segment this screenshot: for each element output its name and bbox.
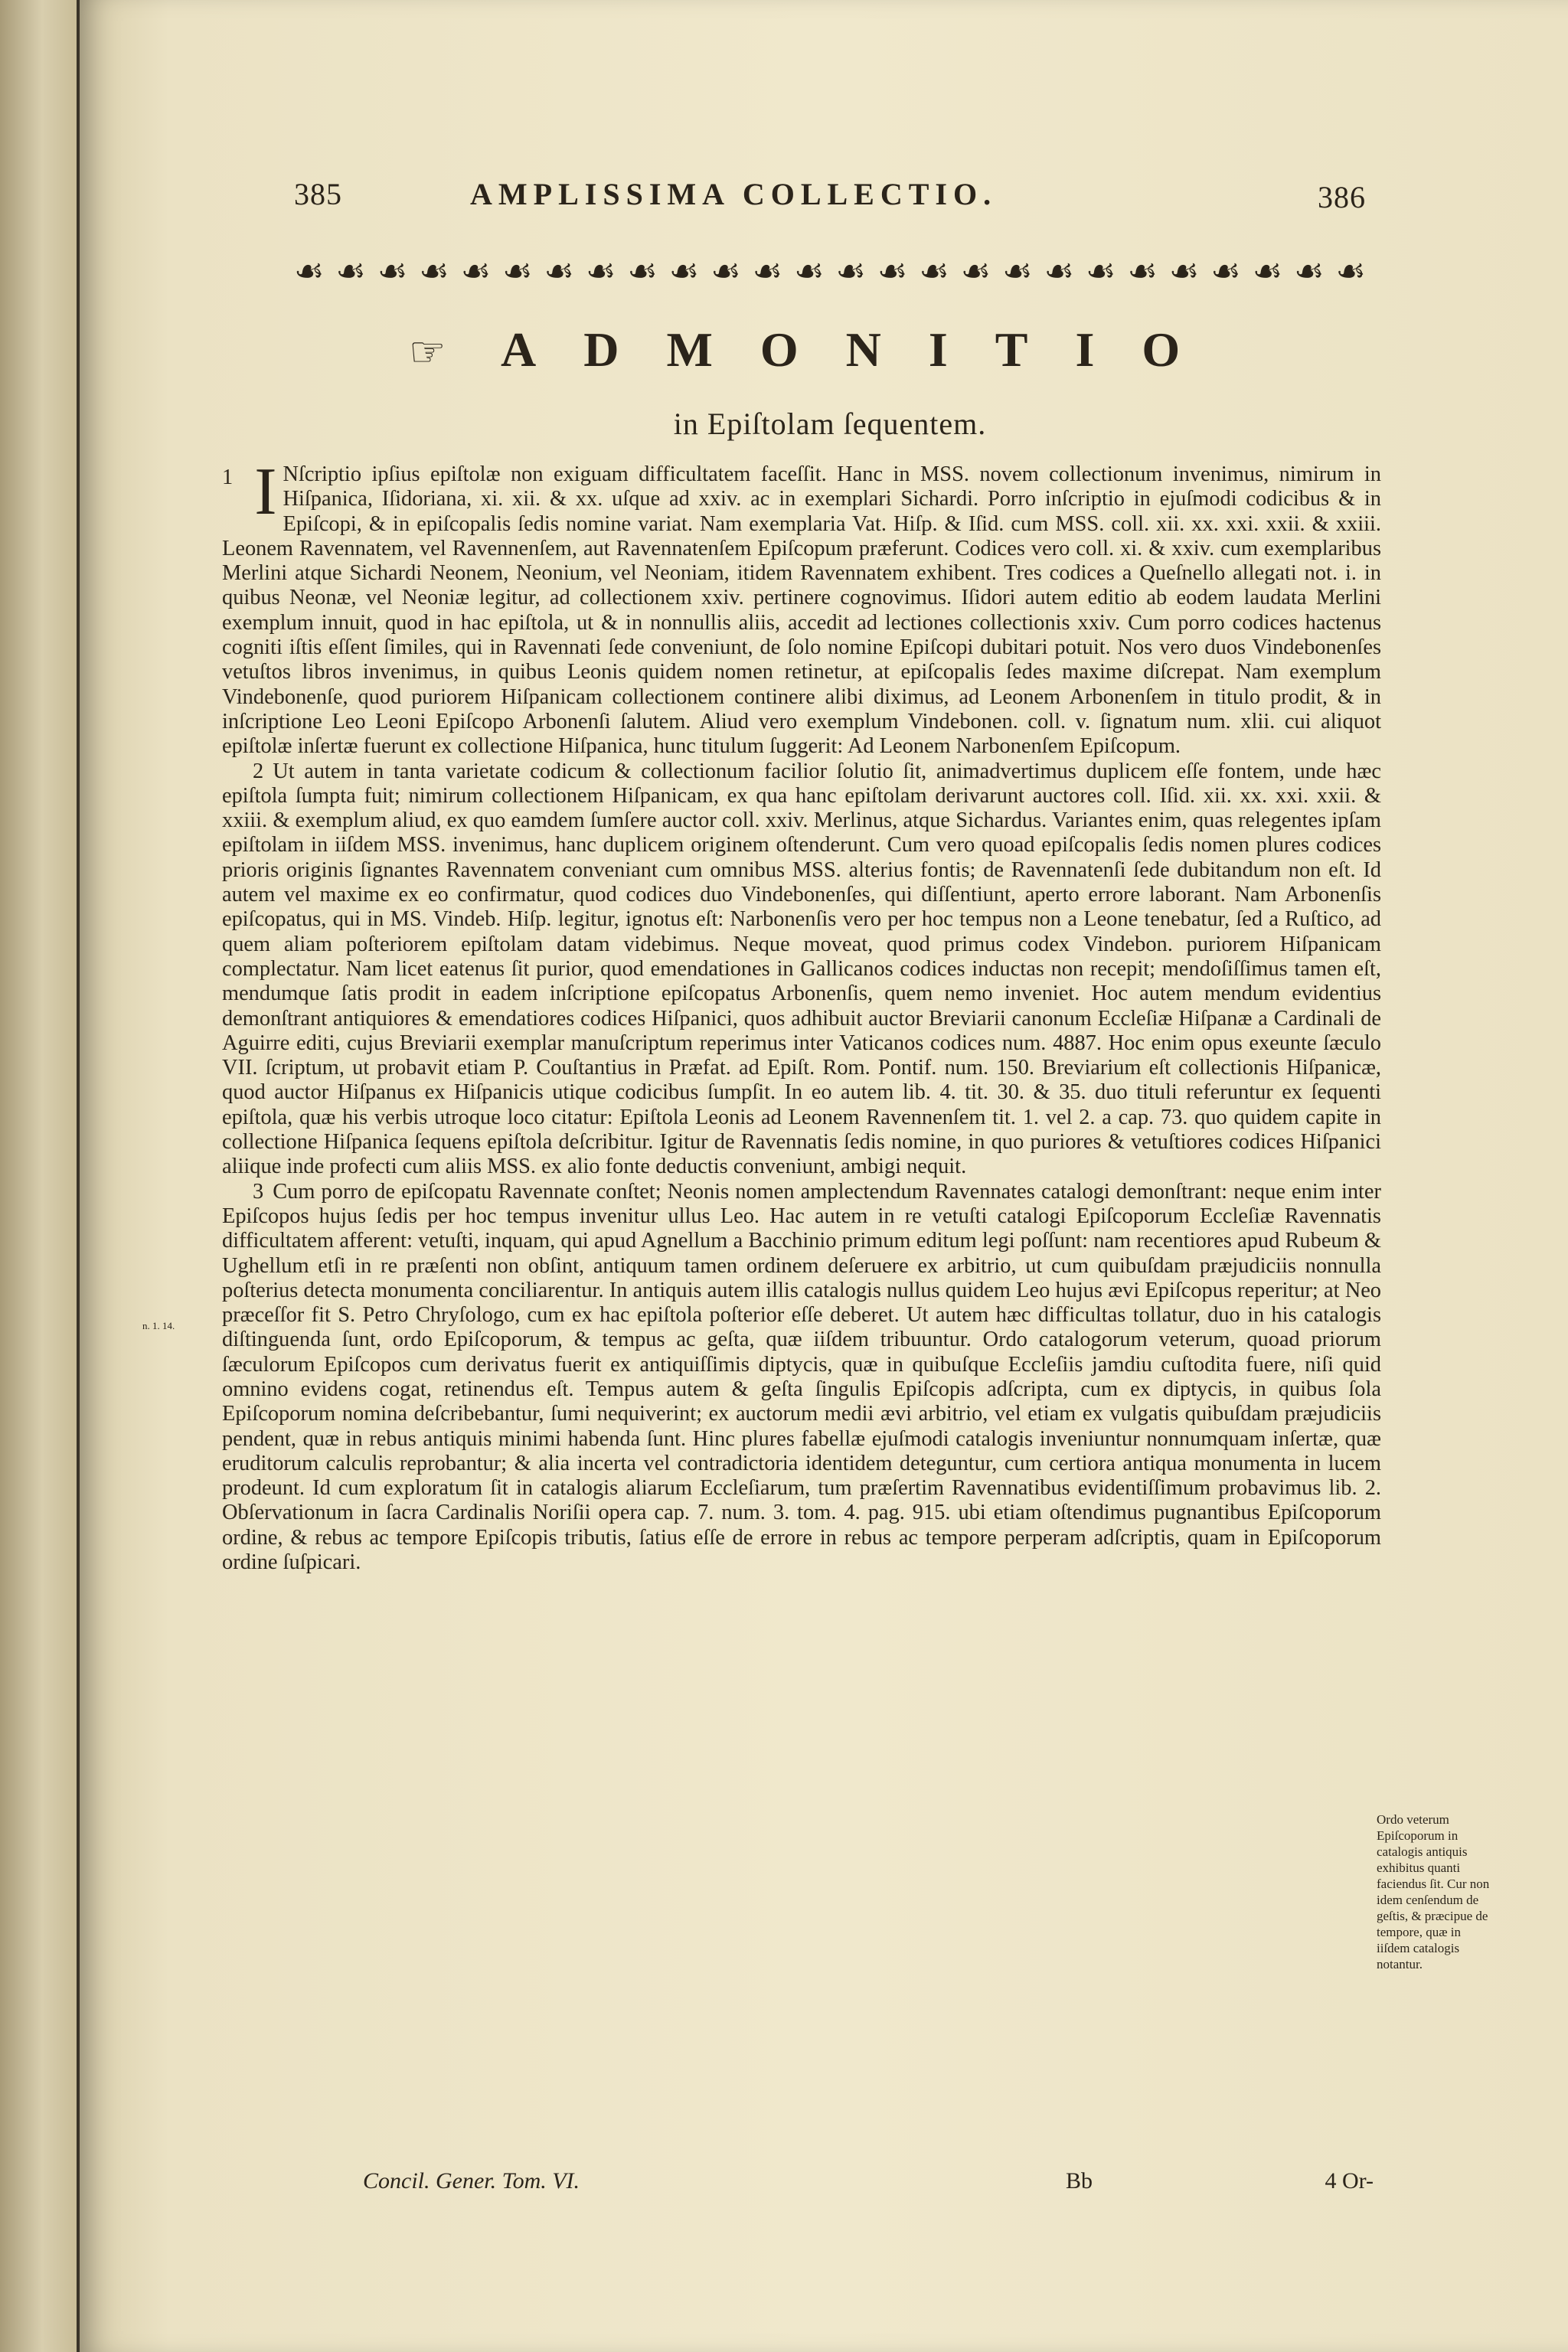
paragraph-number: 3 xyxy=(253,1179,264,1204)
drop-cap: I xyxy=(254,455,277,529)
fleuron-ornament-icon: ☙ xyxy=(335,253,366,290)
paragraph-text: Nſcriptio ipſius epiſtolæ non exiguam difficultatem faceſſit. Hanc in MSS. novem collectionum invenimus, nimirum in Hiſpanica, Iſidoriana, xi. xii. & xx. uſque ad xxiv. ac in exemplari Sichardi. Porro inſcriptio in ejuſmodi codicibus & in Epiſcopi, & in epiſcopalis ſedis nomine variat. Nam exemplaria Vat. Hiſp. & Iſid. cum MSS. coll. xii. xx. xxi. xxii. & xxiii. Leonem Ravennatem, vel Ravennenſem, aut Ravennatenſem Epiſcopum præferunt. Codices vero coll. xi. & xxiv. cum exemplaribus Merlini atque Sichardi Neonem, Neonium, vel Neoniam, itidem Ravennatem exhibent. Tres codices a Queſnello allegati not. i. in quibus Neonæ, vel Neoniæ legitur, ad collectionem xxiv. pertinere cognovimus. Iſidori autem editio ab eodem laudata Merlini exemplum innuit, quod in hac epiſtola, ut & in nonnullis aliis, accedit ad lectiones collectionis xxiv. Cum porro codices hactenus cogniti iſtis eſſent ſimiles, qui in Ravennati ſede conveniunt, de ſolo nomine Epiſcopi dubitari potuit. Nos vero duos Vindebonenſes vetuſtos libros invenimus, in quibus Leonis quidem nomen retinetur, at epiſcopalis ſedes maxime diſcrepat. Nam exemplum Vindebonenſe, quod puriorem Hiſpanicam collectionem continere alibi diximus, ad Leonem Arbonenſem in titulo prodit, & in inſcriptione Leo Leoni Epiſcopo Arbonenſi ſalutem. Aliud vero exemplum Vindebonen. coll. v. ſignatum num. xlii. cui aliquot epiſtolæ inſertæ fuerunt ex collectione Hiſpanica, hunc titulum ſuggerit: Ad Leonem Narbonenſem Epiſcopum. xyxy=(222,462,1381,759)
paragraph-text: Ut autem in tanta varietate codicum & collectionum facilior ſolutio ſit, animadvertimus duplicem eſſe fontem, unde hæc epiſtola ſumpta fuit; nimirum collectionem Hiſpanicam, ex qua hanc epiſtolam derivarunt auctores coll. Iſid. xii. xx. xxi. xxii. & xxiii. & exemplum aliud, ex quo eamdem ſumſere auctor coll. xxiv. Merlinus, atque Sichardus. Variantes enim, quas relegentes ipſam epiſtolam in iiſdem MSS. invenimus, hanc duplicem originem oſtenderunt. Cum vero quoad epiſcopalis ſedis nomen plures codices prioris originis ſignantes Ravennatem conveniant cum omnibus MSS. alterius fontis; de Ravennatenſi ſede dubitandum non eſt. Id autem vel maxime ex eo confirmatur, quod codices duo Vindebonenſes, qui diſſentiunt, aperto errore laborant. Nam Arbonenſis epiſcopatus, qui in MS. Vindeb. Hiſp. legitur, ignotus eſt: Narbonenſis vero per hoc tempus non a Leone tenebatur, ſed a Ruſtico, ad quem aliam poſteriorem epiſtolam datam videbimus. Neque moveat, quod primus codex Vindebon. puriorem Hiſpanicam complectatur. Nam licet eatenus ſit purior, quod emendationes in Gallicanos codices inductas non recepit; mendoſiſſimus tamen eſt, mendumque ſatis prodit in eadem inſcriptione epiſcopatus Arbonenſis, quem nemo inveniet. Hoc autem mendum evidentius demonſtrant antiquiores & emendatiores codices Hiſpanici, quos adhibuit auctor Breviarii canonum Eccleſiæ Hiſpanæ a Cardinali de Aguirre editi, cujus Breviarii exemplar manuſcriptum reperimus inter Vaticanos codices num. 4887. Hoc enim opus exeunte ſæculo VII. ſcriptum, ut probavit etiam P. Couſtantius in Præfat. ad Epiſt. Rom. Pontif. num. 150. Breviarium eſt collectionis Hiſpanicæ, quod auctor Hiſpanus ex Hiſpanicis utique codicibus ſumpſit. In eo autem lib. 4. tit. 30. & 35. duo tituli referuntur ex ſequenti epiſtola, quæ his verbis utroque loco citatur: Epiſtola Leonis ad Leonem Ravennenſem tit. 1. vel 2. a cap. 73. quo quidem capite in collectione Hiſpanica ſequens epiſtola deſcribitur. Igitur de Ravennatis ſedis nomine, in quo puriores & vetuſtiores codices Hiſpanici aliique inde profecti cum aliis MSS. ex alio fonte deductis conveniunt, ambigi nequit. xyxy=(222,759,1381,1179)
fleuron-ornament-icon: ☙ xyxy=(1168,253,1200,290)
paragraph-2 xyxy=(222,760,1381,1180)
paragraph-number: 2 xyxy=(253,759,264,783)
book-page xyxy=(80,0,1568,2352)
pointing-hand-icon: ☞ xyxy=(409,329,446,375)
fleuron-ornament-icon: ☙ xyxy=(752,253,783,290)
fleuron-ornament-icon: ☙ xyxy=(1252,253,1283,290)
fleuron-ornament-icon: ☙ xyxy=(460,253,492,290)
fleuron-ornament-icon: ☙ xyxy=(668,253,700,290)
fleuron-ornament-icon: ☙ xyxy=(377,253,408,290)
title-text: ADMONITIO xyxy=(501,322,1228,377)
fleuron-ornament-icon: ☙ xyxy=(627,253,658,290)
section-subtitle: in Epiſtolam ſequentem. xyxy=(673,407,987,441)
signature-mark: Bb xyxy=(1066,2168,1093,2194)
running-title: AMPLISSIMA COLLECTIO. xyxy=(470,177,998,211)
fleuron-ornament-icon: ☙ xyxy=(1127,253,1158,290)
page-number-left: 385 xyxy=(294,177,342,211)
running-header xyxy=(294,176,1366,214)
fleuron-ornament-icon: ☙ xyxy=(1086,253,1116,290)
fleuron-ornament-icon: ☙ xyxy=(1294,253,1325,290)
fleuron-ornament-icon: ☙ xyxy=(585,253,616,290)
fleuron-ornament-icon: ☙ xyxy=(835,253,866,290)
fleuron-ornament-icon: ☙ xyxy=(1002,253,1033,290)
body-text xyxy=(142,455,1381,1575)
left-margin-note: n. 1. 14. xyxy=(142,1320,175,1331)
fleuron-ornament-icon: ☙ xyxy=(919,253,949,290)
fleuron-ornament-icon: ☙ xyxy=(1044,253,1075,290)
fleuron-ornament-icon: ☙ xyxy=(710,253,741,290)
fleuron-ornament-icon: ☙ xyxy=(1210,253,1241,290)
fleuron-ornament-icon: ☙ xyxy=(544,253,574,290)
fleuron-ornament-icon: ☙ xyxy=(502,253,533,290)
fleuron-ornament-icon: ☙ xyxy=(877,253,908,290)
fleuron-ornament-icon: ☙ xyxy=(294,253,325,290)
paragraph-3 xyxy=(222,1180,1381,1576)
volume-line: Concil. Gener. Tom. VI. xyxy=(363,2168,580,2194)
paragraph-text: Cum porro de epiſcopatu Ravennate conſtet; Neonis nomen amplectendum Ravennates catalogi demonſtrant: neque enim inter Epiſcopos hujus ſedis per hoc tempus invenitur ullus Leo. Hac autem in re vetuſti catalogi Epiſcoporum Eccleſiæ Ravennatis difficultatem afferent: vetuſti, inquam, qui apud Agnellum a Bacchinio primum editum legi poſſunt: nam recentiores apud Rubeum & Ughellum etſi in re præſenti non obſint, antiquum tamen ordinem deſeruere ex arbitrio, ut cum quibuſdam præjudiciis nonnulla poſterius detecta monumenta conciliarentur. In antiquis autem illis catalogis nullus quidem Leo hujus ævi Epiſcopus reperitur; at Neo præceſſor fit S. Petro Chryſologo, cum ex hac epiſtola poſterior eſſe deberet. Ut autem hæc difficultas tollatur, duo in his catalogis diſtinguenda ſunt, ordo Epiſcoporum, & tempus ac geſta, quæ iiſdem tribuuntur. Ordo catalogorum veterum, quoad priorum ſæculorum Epiſcopos cum derivatus fuerit ex antiquiſſimis diptycis, quæ in quibuſque Eccleſiis jamdiu cuſtodita fuere, niſi quid omnino evidens cogat, retinendus eſt. Tempus autem & geſta ſingulis Epiſcopis adſcripta, cum ex diptycis, in quibus ſola Epiſcoporum nomina deſcribebantur, ſumi nequiverint; ex auctorum medii ævi arbitrio, vel etiam ex vulgatis quibuſdam præjudiciis pendent, quæ in rebus antiquis minimi habenda ſunt. Hinc plures fabellæ ejuſmodi catalogis inveniuntur nonnumquam inſertæ, quæ eruditorum calculis reprobantur; & alia incerta vel contradictoria identidem deteguntur, cum certiora antiqua monumenta in lucem prodeunt. Id cum exploratum ſit in catalogis aliarum Eccleſiarum, tum præſertim Ravennatibus evidentiſſimum probavimus lib. 2. Obſervationum in ſacra Cardinalis Noriſii opera cap. 7. num. 3. tom. 4. pag. 915. ubi etiam oſtendimus pugnantibus Epiſcoporum ordine, & rebus ac tempore Epiſcopis tributis, ſatius eſſe de errore in rebus ac tempore perperam adſcriptis, quam in Epiſcoporum ordine ſuſpicari. xyxy=(222,1179,1381,1575)
fleuron-ornament-icon: ☙ xyxy=(960,253,991,290)
section-title xyxy=(409,322,1328,390)
paragraph-1 xyxy=(222,455,1381,760)
fleuron-ornament-icon: ☙ xyxy=(419,253,449,290)
paragraph-number: 1 xyxy=(222,466,234,489)
previous-page-edge xyxy=(0,0,77,2352)
page-footer xyxy=(286,2168,1374,2199)
catchword: 4 Or- xyxy=(1325,2168,1374,2194)
page-number-right: 386 xyxy=(1318,180,1366,214)
right-margin-note: Ordo veterum Epiſcoporum in catalogis antiquis exhibitus quanti faciendus ſit. Cur non idem cenſendum de geſtis, & præcipue de tempore, quæ in iiſdem catalogis notantur. xyxy=(1377,1812,1490,1971)
fleuron-ornament-icon: ☙ xyxy=(1335,253,1366,290)
fleuron-ornament-icon: ☙ xyxy=(794,253,825,290)
ornament-band xyxy=(294,245,1366,299)
